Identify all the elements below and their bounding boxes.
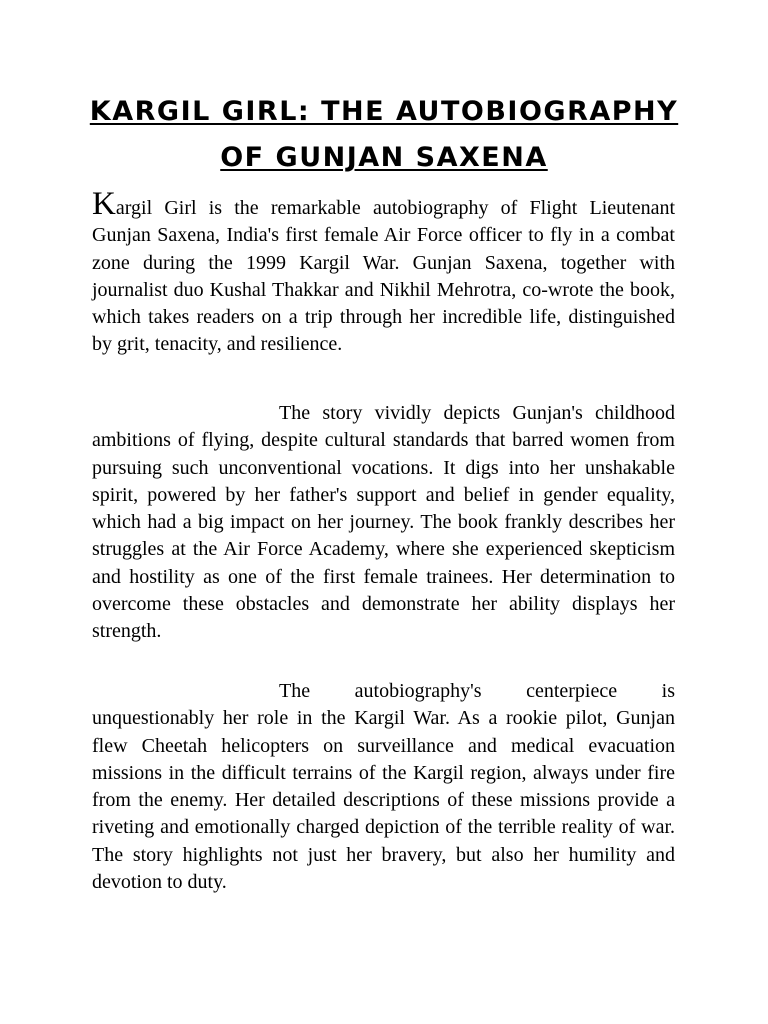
paragraph-3 <box>92 678 675 896</box>
document-title-line-2: OF GUNJAN SAXENA <box>220 142 548 173</box>
paragraph-1 <box>92 186 675 359</box>
paragraph-2-text: The story vividly depicts Gunjan's childhood ambitions of flying, despite cultural standards that barred women from pursuing such unconventional vocations. It digs into her unshakable spirit, powered by her father's support and belief in gender equality, which had a big impact on her journey. The book frankly describes her struggles at the Air Force Academy, where she experienced skepticism and hostility as one of the first female trainees. Her determination to overcome these obstacles and demonstrate her ability displays her strength. <box>92 402 675 643</box>
paragraph-1-text: argil Girl is the remarkable autobiography of Flight Lieutenant Gunjan Saxena, India's first female Air Force officer to fly in a combat zone during the 1999 Kargil War. Gunjan Saxena, together with journalist duo Kushal Thakkar and Nikhil Mehrotra, co-wrote the book, which takes readers on a trip through her incredible life, distinguished by grit, tenacity, and resilience. <box>92 197 675 356</box>
document-title-line-1: KARGIL GIRL: THE AUTOBIOGRAPHY <box>89 96 679 127</box>
drop-cap-letter: K <box>92 186 116 222</box>
paragraph-2 <box>92 400 675 646</box>
paragraph-3-text: The autobiography's centerpiece is unquestionably her role in the Kargil War. As a rookie pilot, Gunjan flew Cheetah helicopters on surveillance and medical evacuation missions in the difficult terrains of the Kargil region, always under fire from the enemy. Her detailed descriptions of these missions provide a riveting and emotionally charged depiction of the terrible reality of war. The story highlights not just her bravery, but also her humility and devotion to duty. <box>92 680 675 894</box>
